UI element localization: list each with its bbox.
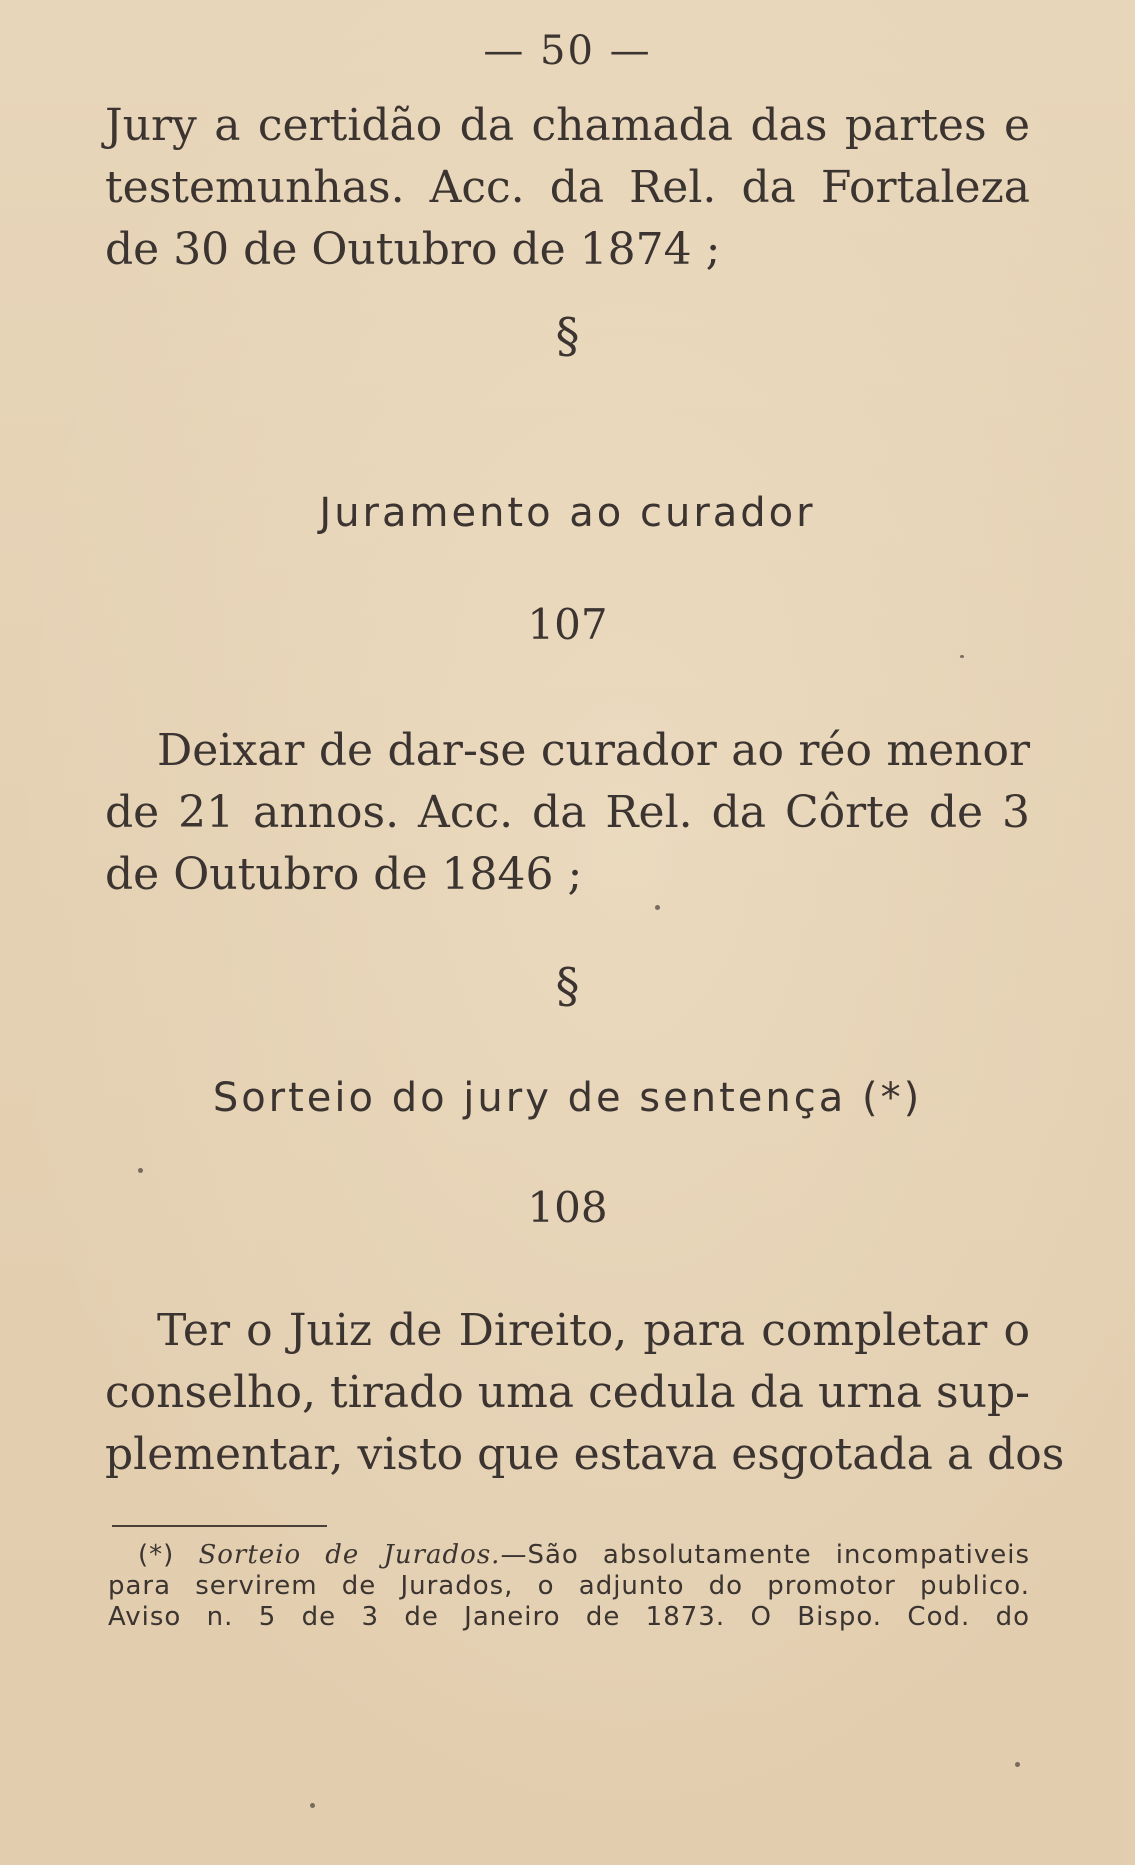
text-line: conselho, tirado uma cedula da urna sup- bbox=[105, 1367, 1030, 1418]
footnote-rule bbox=[112, 1525, 327, 1527]
text-line: Deixar de dar-se curador ao réo menor bbox=[157, 725, 1030, 776]
ink-speck bbox=[655, 905, 660, 910]
paragraph-107 bbox=[105, 720, 1030, 906]
footnote-line bbox=[108, 1540, 1030, 1571]
footnote-line: para servirem de Jurados, o adjunto do promotor publico. bbox=[108, 1571, 1030, 1601]
text-line: Jury a certidão da chamada das partes e bbox=[105, 100, 1030, 151]
article-number: 108 bbox=[527, 1183, 608, 1232]
ink-speck bbox=[138, 1168, 143, 1173]
footnote bbox=[108, 1540, 1030, 1633]
text-line: testemunhas. Acc. da Rel. da Fortaleza bbox=[105, 162, 1030, 213]
footnote-marker: (*) bbox=[138, 1540, 175, 1570]
text-line: plementar, visto que estava esgotada a dos bbox=[105, 1429, 1065, 1480]
article-number: 107 bbox=[527, 600, 608, 649]
paragraph-continuation bbox=[105, 95, 1030, 281]
text-line: de 30 de Outubro de 1874 ; bbox=[105, 224, 721, 275]
footnote-text: —São absolutamente incompativeis bbox=[500, 1540, 1030, 1570]
section-sign: § bbox=[555, 958, 580, 1014]
text-line: de 21 annos. Acc. da Rel. da Côrte de 3 bbox=[105, 787, 1030, 838]
section-heading: Juramento ao curador bbox=[319, 490, 816, 536]
text-line: de Outubro de 1846 ; bbox=[105, 849, 583, 900]
footnote-line: Aviso n. 5 de 3 de Janeiro de 1873. O Bispo. Cod. do bbox=[108, 1602, 1030, 1632]
text-line: Ter o Juiz de Direito, para completar o bbox=[157, 1305, 1030, 1356]
page-number: — 50 — bbox=[483, 28, 652, 74]
ink-speck bbox=[960, 655, 964, 658]
ink-speck bbox=[310, 1803, 315, 1808]
section-sign: § bbox=[555, 308, 580, 364]
section-heading: Sorteio do jury de sentença (*) bbox=[212, 1075, 923, 1121]
paragraph-108 bbox=[105, 1300, 1065, 1486]
ink-speck bbox=[1015, 1762, 1020, 1767]
footnote-title: Sorteio de Jurados. bbox=[198, 1540, 501, 1570]
